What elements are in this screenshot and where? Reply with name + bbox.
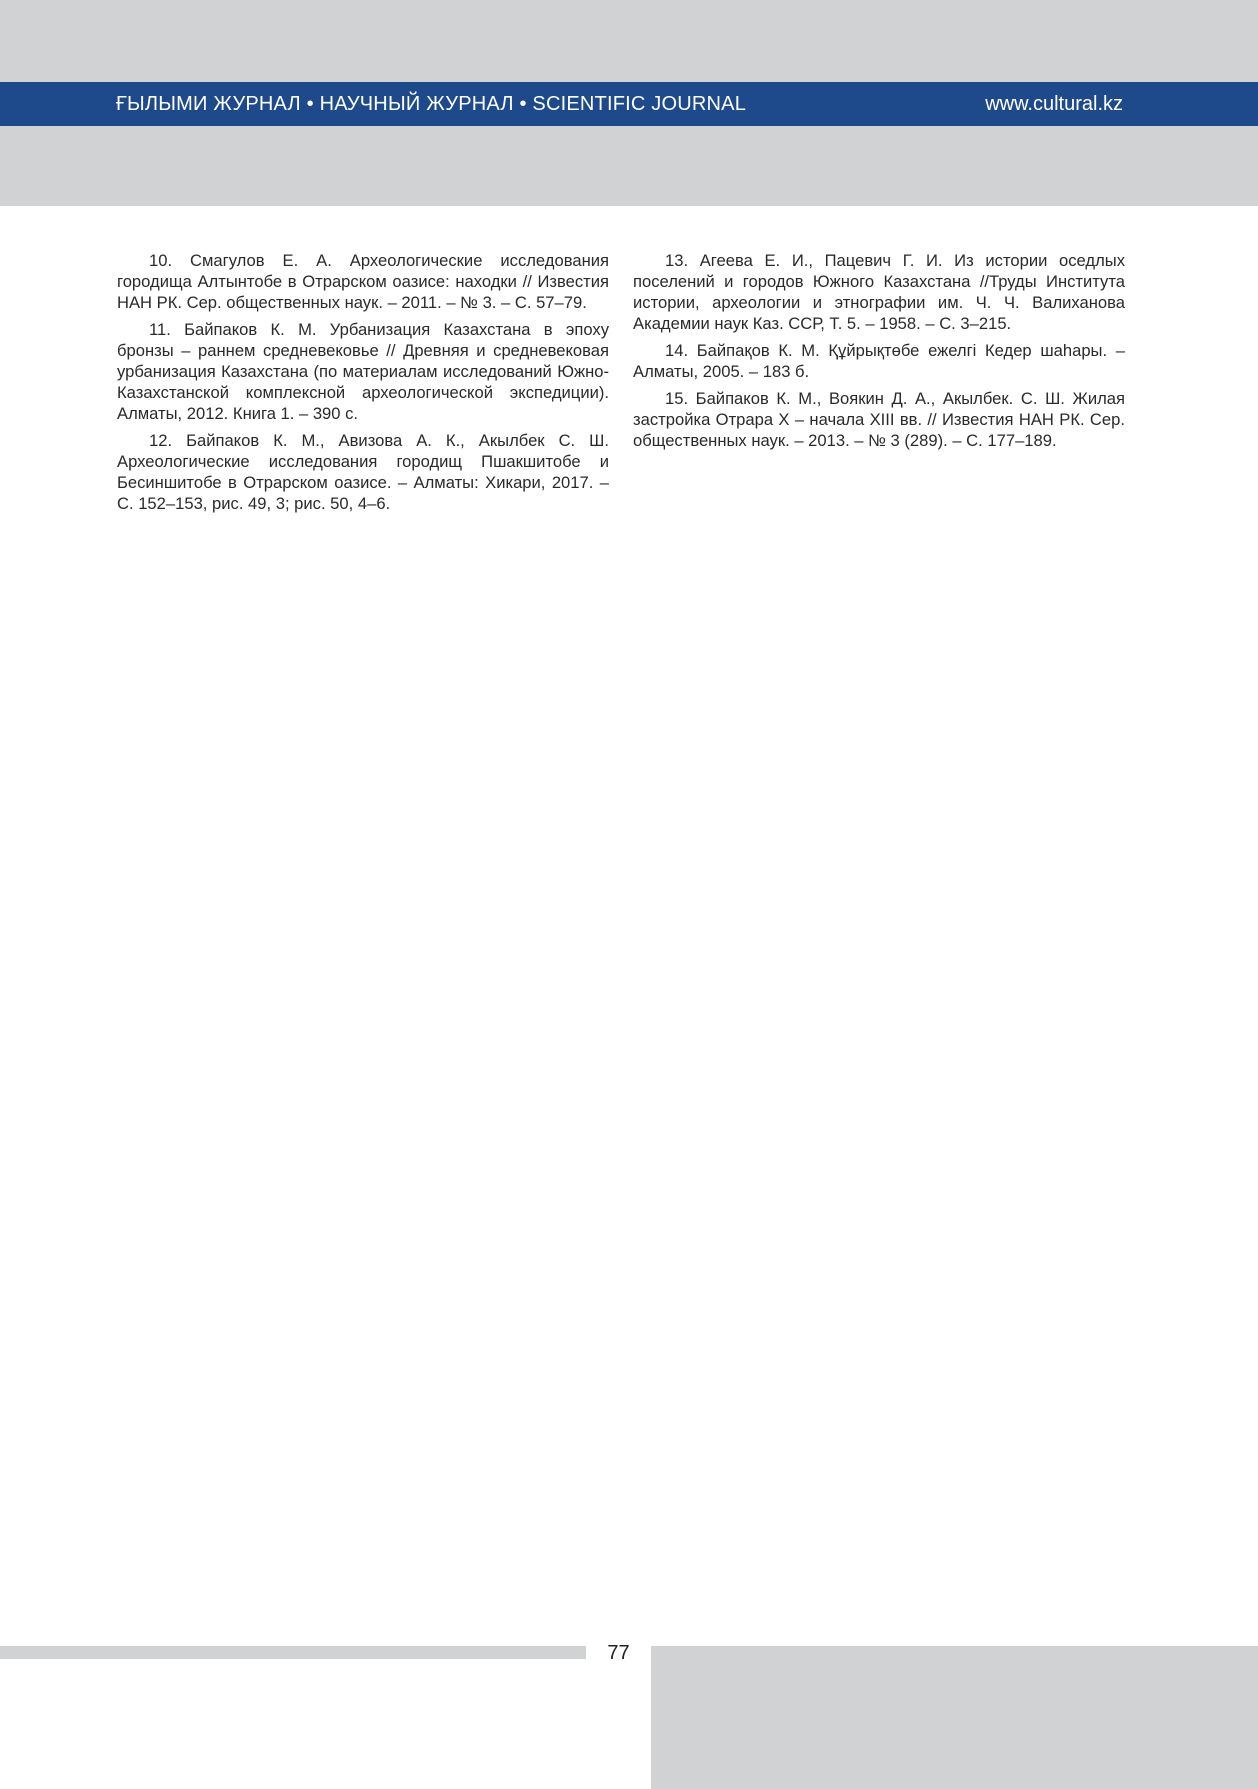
references-left-column: [117, 250, 609, 520]
page-number: 77: [607, 1642, 630, 1664]
website-link[interactable]: www.cultural.kz: [985, 93, 1123, 115]
reference-14: 14. Байпақов К. М. Құйрықтөбе ежелгі Кедер шаһары. – Алматы, 2005. – 183 б.: [633, 341, 1125, 381]
journal-title: ҒЫЛЫМИ ЖУРНАЛ • НАУЧНЫЙ ЖУРНАЛ • SCIENTIFIC JOURNAL: [116, 93, 747, 115]
footer-left-bar: [0, 1646, 586, 1659]
reference-15: 15. Байпаков К. М., Воякин Д. А., Акылбек. С. Ш. Жилая застройка Отрара X – начала XIII вв. // Известия НАН РК. Сер. общественных наук. – 2013. – № 3 (289). – С. 177–189.: [633, 389, 1125, 450]
footer-right-block: [651, 1646, 1258, 1789]
reference-11: 11. Байпаков К. М. Урбанизация Казахстана в эпоху бронзы – раннем средневековье // Древняя и средневековая урбанизация Казахстана (по материалам исследований Южно-Казахстанской комплексной археологической экспедиции). Алматы, 2012. Книга 1. – 390 с.: [117, 320, 609, 423]
references-right-column: [633, 250, 1125, 457]
journal-header-band: [0, 82, 1258, 126]
reference-12: 12. Байпаков К. М., Авизова А. К., Акылбек С. Ш. Археологические исследования городищ Пшакшитобе и Бесиншитобе в Отрарском оазисе. – Алматы: Хикари, 2017. – С. 152–153, рис. 49, 3; рис. 50, 4–6.: [117, 431, 609, 513]
reference-13: 13. Агеева Е. И., Пацевич Г. И. Из истории оседлых поселений и городов Южного Казахстана //Труды Института истории, археологии и этнографии им. Ч. Ч. Валиханова Академии наук Каз. ССР, Т. 5. – 1958. – С. 3–215.: [633, 251, 1125, 333]
reference-10: 10. Смагулов Е. А. Археологические исследования городища Алтынтобе в Отрарском оазисе: находки // Известия НАН РК. Сер. общественных наук. – 2011. – № 3. – С. 57–79.: [117, 251, 609, 312]
